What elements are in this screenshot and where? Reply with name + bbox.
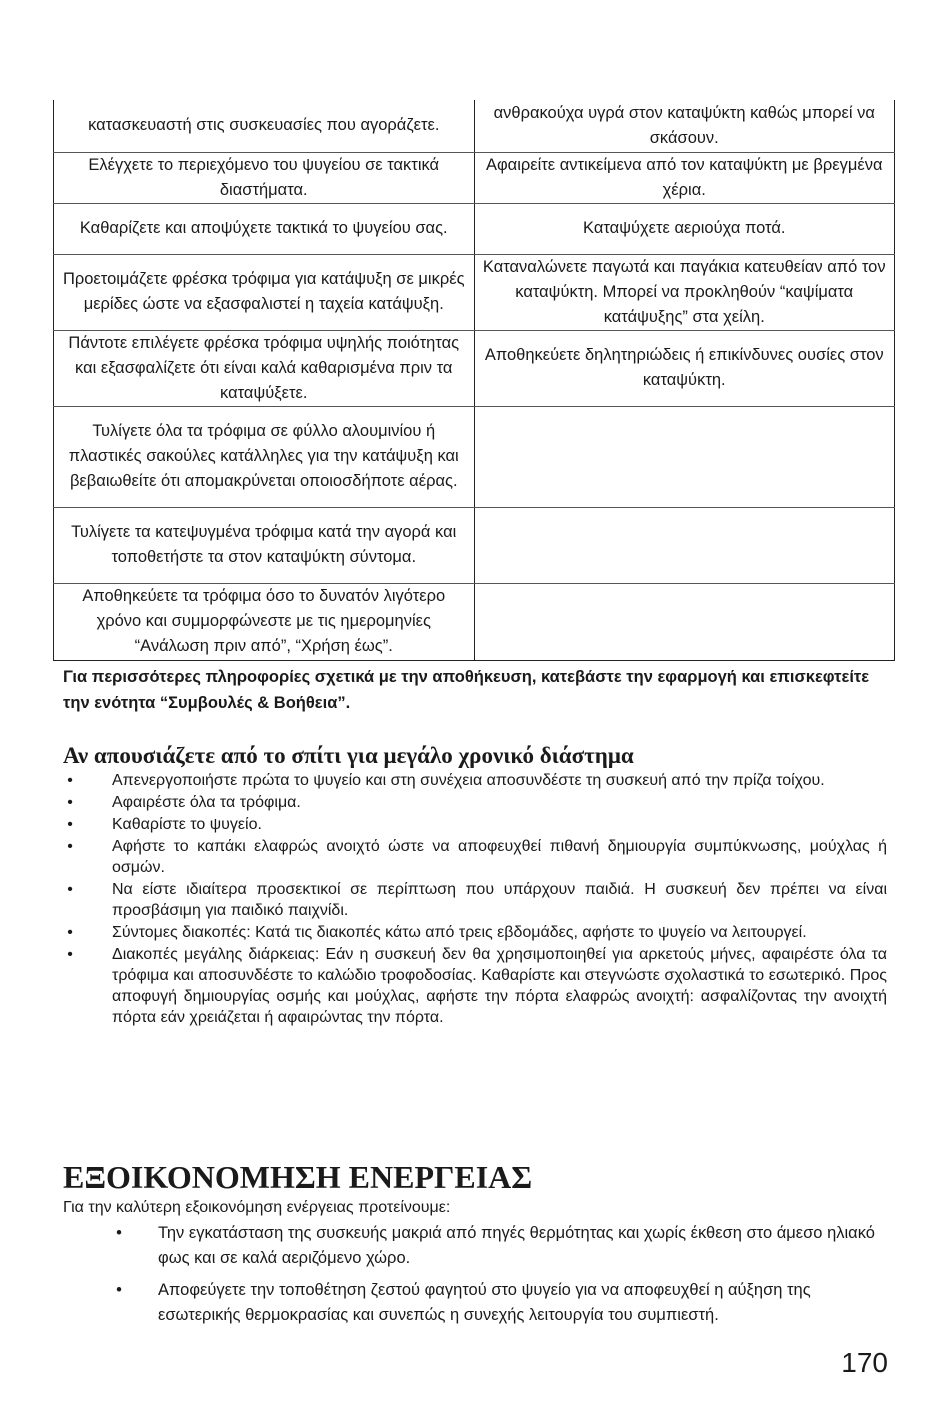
bullet-icon: • [67, 772, 73, 789]
table-cell-do: κατασκευαστή στις συσκευασίες που αγοράζετε. [54, 100, 475, 152]
bullet-icon: • [67, 794, 73, 811]
table-cell-do: Πάντοτε επιλέγετε φρέσκα τρόφιμα υψηλής ποιότητας και εξασφαλίζετε ότι είναι καλά καθαρισμένα πριν τα καταψύξετε. [54, 330, 475, 406]
list-item-text: Αποφεύγετε την τοποθέτηση ζεστού φαγητού στο ψυγείο για να αποφευχθεί η αύξηση της εσωτερικής θερμοκρασίας και συνεπώς η συνεχής λειτουργία του συμπιεστή. [158, 1281, 811, 1324]
bullet-icon: • [116, 1224, 122, 1242]
list-item-text: Διακοπές μεγάλης διάρκειας: Εάν η συσκευή δεν θα χρησιμοποιηθεί για αρκετούς μήνες, αφαιρέστε όλα τα τρόφιμα και αποσυνδέστε το καλώδιο τροφοδοσίας. Καθαρίστε και στεγνώστε σχολαστικά το εσωτερικό. Προς αποφυγή δημιουργίας οσμής και μούχλας, αφήστε την πόρτα ελαφρώς ανοιχτή: ασφαλίζοντας την ανοιχτή πόρτα εάν χρειάζεται ή αφαιρώντας την πόρτα. [112, 946, 887, 1026]
list-item-text: Την εγκατάσταση της συσκευής μακριά από πηγές θερμότητας και χωρίς έκθεση στο άμεσο ηλιακό φως και σε καλά αεριζόμενο χώρο. [158, 1224, 875, 1267]
table-cell-do: Καθαρίζετε και αποψύχετε τακτικά το ψυγείου σας. [54, 203, 475, 254]
bullet-icon: • [116, 1281, 122, 1299]
list-item-text: Απενεργοποιήστε πρώτα το ψυγείο και στη συνέχεια αποσυνδέστε τη συσκευή από την πρίζα τοίχου. [112, 772, 825, 789]
bullet-icon: • [67, 838, 73, 855]
list-item [63, 814, 887, 835]
page-number: 170 [841, 1347, 888, 1378]
list-item [63, 879, 887, 921]
list-item-text: Καθαρίστε το ψυγείο. [112, 816, 262, 833]
list-item [63, 836, 887, 878]
table-cell-dont: Αποθηκεύετε δηλητηριώδεις ή επικίνδυνες ουσίες στον καταψύκτη. [474, 330, 895, 406]
list-item [63, 922, 887, 943]
table-cell-do: Τυλίγετε τα κατεψυγμένα τρόφιμα κατά την αγορά και τοποθετήστε τα στον καταψύκτη σύντομα. [54, 507, 475, 583]
table-row [54, 507, 895, 583]
table-cell-do: Ελέγχετε το περιεχόμενο του ψυγείου σε τακτικά διαστήματα. [54, 152, 475, 203]
app-info-note: Για περισσότερες πληροφορίες σχετικά με την αποθήκευση, κατεβάστε την εφαρμογή και επισκεφτείτε την ενότητα “Συμβουλές & Βοήθεια”. [63, 668, 870, 712]
energy-bullet-list [112, 1221, 892, 1335]
list-item-text: Να είστε ιδιαίτερα προσεκτικοί σε περίπτωση που υπάρχουν παιδιά. Η συσκευή δεν πρέπει να είναι προσβάσιμη για παιδικό παιχνίδι. [112, 881, 887, 919]
table-cell-dont [474, 507, 895, 583]
table-cell-do: Αποθηκεύετε τα τρόφιμα όσο το δυνατόν λιγότερο χρόνο και συμμορφώνεστε με τις ημερομηνίες “Ανάλωση πριν από”, “Χρήση έως”. [54, 583, 475, 660]
table-cell-dont [474, 583, 895, 660]
list-item-text: Αφήστε το καπάκι ελαφρώς ανοιχτό ώστε να αποφευχθεί πιθανή δημιουργία συμπύκνωσης, μούχλας ή οσμών. [112, 838, 887, 876]
table-cell-do: Προετοιμάζετε φρέσκα τρόφιμα για κατάψυξη σε μικρές μερίδες ώστε να εξασφαλιστεί η ταχεία κατάψυξη. [54, 254, 475, 330]
bullet-icon: • [67, 946, 73, 963]
table-row [54, 330, 895, 406]
table-row [54, 152, 895, 203]
table-cell-dont [474, 406, 895, 507]
bullet-icon: • [67, 816, 73, 833]
table-cell-do: Τυλίγετε όλα τα τρόφιμα σε φύλλο αλουμινίου ή πλαστικές σακούλες κατάλληλες για την κατάψυξη και βεβαιωθείτε ότι απομακρύνεται οποιοσδήποτε αέρας. [54, 406, 475, 507]
away-bullet-list [63, 770, 887, 1029]
storage-do-dont-table [53, 100, 895, 661]
energy-section-heading: ΕΞΟΙΚΟΝΟΜΗΣΗ ΕΝΕΡΓΕΙΑΣ [63, 1159, 533, 1195]
table-row [54, 406, 895, 507]
list-item [112, 1278, 892, 1328]
list-item [63, 944, 887, 1028]
list-item-text: Αφαιρέστε όλα τα τρόφιμα. [112, 794, 301, 811]
table-row [54, 583, 895, 660]
table-row [54, 100, 895, 152]
energy-intro: Για την καλύτερη εξοικονόμηση ενέργειας προτείνουμε: [63, 1199, 451, 1216]
bullet-icon: • [67, 881, 73, 898]
list-item-text: Σύντομες διακοπές: Κατά τις διακοπές κάτω από τρεις εβδομάδες, αφήστε το ψυγείο να λειτουργεί. [112, 924, 807, 941]
table-cell-dont: ανθρακούχα υγρά στον καταψύκτη καθώς μπορεί να σκάσουν. [474, 100, 895, 152]
away-section-heading: Αν απουσιάζετε από το σπίτι για μεγάλο χρονικό διάστημα [63, 743, 634, 768]
table-row [54, 254, 895, 330]
bullet-icon: • [67, 924, 73, 941]
list-item [63, 792, 887, 813]
list-item [63, 770, 887, 791]
list-item [112, 1221, 892, 1271]
table-cell-dont: Καταναλώνετε παγωτά και παγάκια κατευθείαν από τον καταψύκτη. Μπορεί να προκληθούν “καψίματα κατάψυξης” στα χείλη. [474, 254, 895, 330]
table-cell-dont: Καταψύχετε αεριούχα ποτά. [474, 203, 895, 254]
table-cell-dont: Αφαιρείτε αντικείμενα από τον καταψύκτη με βρεγμένα χέρια. [474, 152, 895, 203]
table-row [54, 203, 895, 254]
